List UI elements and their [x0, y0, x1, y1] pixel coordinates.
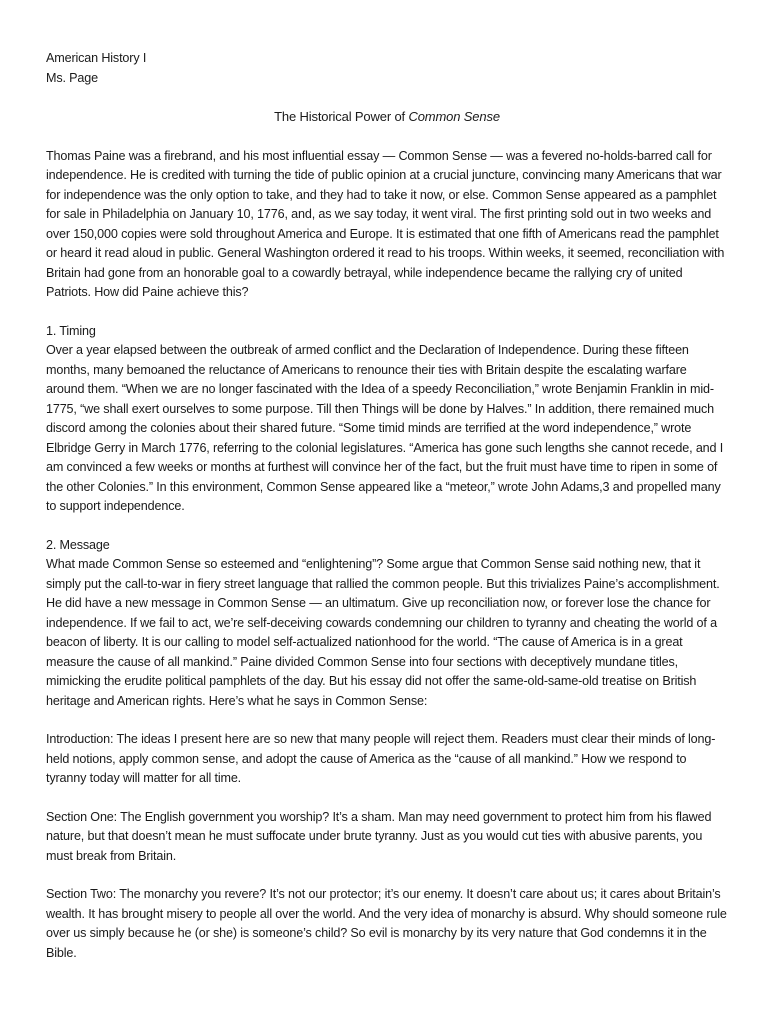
section-introduction: Introduction: The ideas I present here are so new that many people will reject them. Readers must clear their minds of long-held notions, apply common sense, and adopt the cause of America as the “cause of all mankind.” How we respond to tyranny today will matter for all time.	[46, 732, 716, 785]
title-prefix: The Historical Power of	[274, 109, 409, 124]
teacher-name: Ms. Page	[46, 70, 98, 85]
message-section	[46, 536, 728, 712]
document-title	[46, 107, 728, 127]
title-italic: Common Sense	[408, 109, 500, 124]
course-name: American History I	[46, 51, 147, 65]
section-one: Section One: The English government you worship? It’s a sham. Man may need government to protect him from his flawed nature, but that doesn’t mean he must suffocate under brute tyranny. Just as you would cut ties with abusive parents, you must break from Britain.	[46, 809, 712, 863]
timing-section	[46, 322, 728, 517]
intro-paragraph: Thomas Paine was a firebrand, and his most influential essay — Common Sense — was a fevered no-holds-barred call for independence. He is credited with turning the tide of public opinion at a crucial juncture, convincing many Americans that war for independence was the only option to take, and they had to take it now, or else. Common Sense appeared as a pamphlet for sale in Philadelphia on January 10, 1776, and, as we say today, it went viral. The first printing sold out in two weeks and over 150,000 copies were sold throughout America and Europe. It is estimated that one fifth of Americans read the pamphlet or heard it read aloud in public. General Washington ordered it read to his troops. Within weeks, it seemed, reconciliation with Britain had gone from an honorable goal to a cowardly betrayal, while independence became the rallying cry of united Patriots. How did Paine achieve this?	[46, 148, 725, 299]
document-page	[46, 49, 728, 982]
message-heading: 2. Message	[46, 537, 110, 552]
timing-body: Over a year elapsed between the outbreak of armed conflict and the Declaration of Independence. During these fifteen months, many bemoaned the reluctance of Americans to renounce their ties with Britain despite the escalating warfare around them. “When we are no longer fascinated with the Idea of a speedy Reconciliation,” wrote Benjamin Franklin in mid-1775, “we shall exert ourselves to some purpose. Till then Things will be done by Halves.” In addition, there remained much discord among the colonies about their shared future. “Some timid minds are terrified at the word independence,” wrote Elbridge Gerry in March 1776, referring to the colonial legislatures. “America has gone such lengths she cannot recede, and I am convinced a few weeks or months at furthest will convince her of the fact, but the fruit must have time to ripen in some of the other Colonies.” In this environment, Common Sense appeared like a “meteor,” wrote John Adams,3 and propelled many to support independence.	[46, 343, 724, 513]
message-body: What made Common Sense so esteemed and “enlightening”? Some argue that Common Sense said nothing new, that it simply put the call-to-war in fiery street language that rallied the common people. But this trivializes Paine’s accomplishment. He did have a new message in Common Sense — an ultimatum. Give up reconciliation now, or forever lose the chance for independence. If we fail to act, we’re self-deceiving cowards condemning our children to tyranny and cheating the world of a beacon of liberty. It is our calling to model self-actualized nationhood for the world. “The cause of America is in a great measure the cause of all mankind.” Paine divided Common Sense into four sections with deceptively mundane titles, mimicking the erudite political pamphlets of the day. But his essay did not offer the same-old-same-old treatise on British heritage and American rights. Here’s what he says in Common Sense:	[46, 557, 720, 708]
section-two: Section Two: The monarchy you revere? It’s not our protector; it’s our enemy. It doesn’t care about us; it cares about Britain’s wealth. It has brought misery to people all over the world. And the very idea of monarchy is absurd. Why should someone rule over us simply because he (or she) is someone’s child? So evil is monarchy by its very nature that God condemns it in the Bible.	[46, 887, 727, 960]
timing-heading: 1. Timing	[46, 323, 96, 338]
